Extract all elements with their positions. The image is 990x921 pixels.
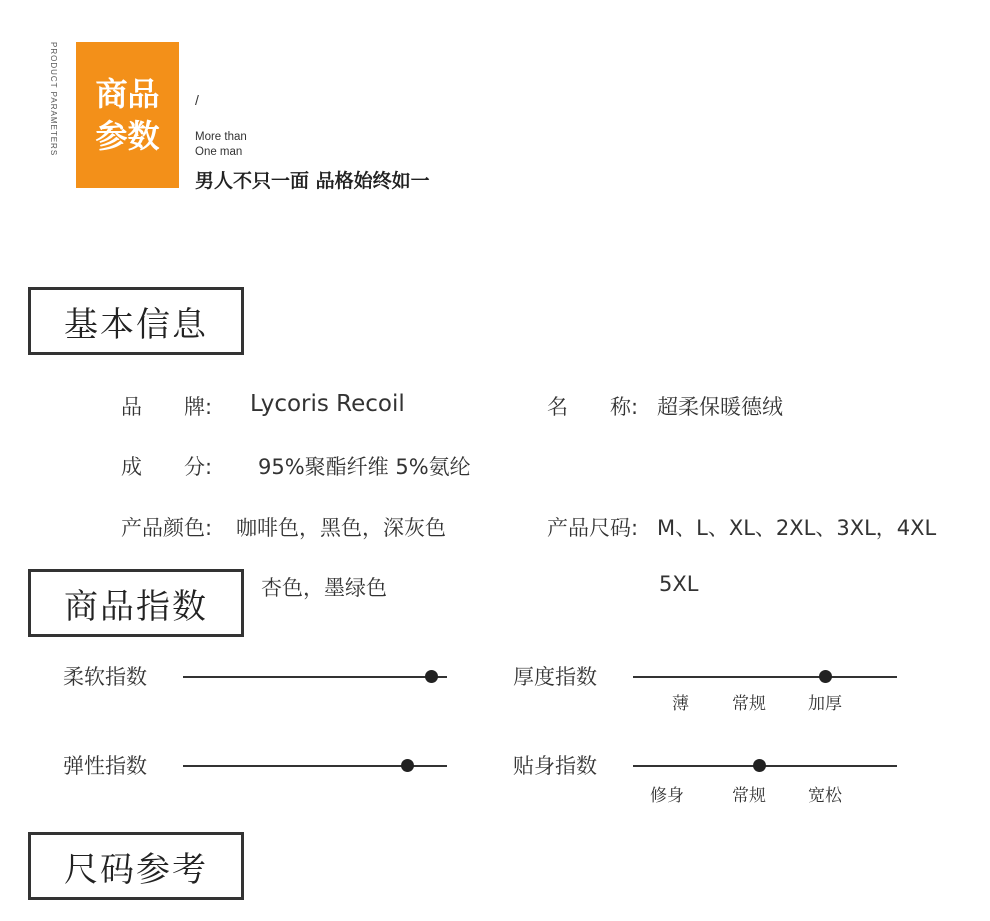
color-label: 产品颜色: (121, 516, 213, 540)
section-title-indices: 商品指数 (28, 569, 244, 637)
badge-title-line1: 商品 (95, 75, 160, 113)
color-value-line2: 杏色，墨绿色 (261, 576, 387, 600)
fit-tick-regular: 常规 (732, 786, 766, 806)
product-parameters-vertical-text: PRODUCT PARAMETERS (49, 42, 58, 157)
thickness-track (633, 676, 897, 678)
elasticity-scale (183, 759, 447, 773)
size-label: 产品尺码: (547, 516, 639, 540)
elasticity-marker (401, 759, 414, 772)
brand-value: Lycoris Recoil (250, 391, 405, 417)
thickness-marker (819, 670, 832, 683)
fit-tick-loose: 宽松 (808, 786, 842, 806)
thickness-label: 厚度指数 (513, 665, 597, 689)
fit-scale (633, 759, 897, 773)
softness-scale (183, 670, 447, 684)
fit-label: 贴身指数 (513, 754, 597, 778)
header-slash: / (195, 92, 199, 108)
softness-track (183, 676, 447, 678)
color-value-line1: 咖啡色，黑色，深灰色 (236, 516, 446, 540)
tagline-line1: More than (195, 131, 247, 143)
header-slogan: 男人不只一面 品格始终如一 (195, 170, 430, 192)
thickness-tick-thin: 薄 (672, 694, 689, 714)
softness-marker (425, 670, 438, 683)
name-label: 名 称: (547, 395, 639, 419)
header-english-tagline (195, 130, 247, 160)
section-title-basic-info: 基本信息 (28, 287, 244, 355)
tagline-line2: One man (195, 146, 243, 158)
badge-title-line2: 参数 (95, 117, 160, 155)
thickness-tick-regular: 常规 (732, 694, 766, 714)
composition-label: 成 分: (121, 455, 213, 479)
brand-label: 品 牌: (121, 395, 213, 419)
softness-label: 柔软指数 (63, 665, 147, 689)
fit-marker (753, 759, 766, 772)
thickness-scale (633, 670, 897, 684)
composition-value: 95%聚酯纤维 5%氨纶 (258, 455, 471, 479)
product-parameters-badge (76, 42, 179, 188)
thickness-tick-thick: 加厚 (808, 694, 842, 714)
name-value: 超柔保暖德绒 (657, 395, 783, 419)
fit-tick-slim: 修身 (650, 786, 684, 806)
size-value-line1: M、L、XL、2XL、3XL，4XL (657, 516, 937, 540)
section-title-size-reference: 尺码参考 (28, 832, 244, 900)
elasticity-label: 弹性指数 (63, 754, 147, 778)
size-value-line2: 5XL (659, 572, 699, 596)
